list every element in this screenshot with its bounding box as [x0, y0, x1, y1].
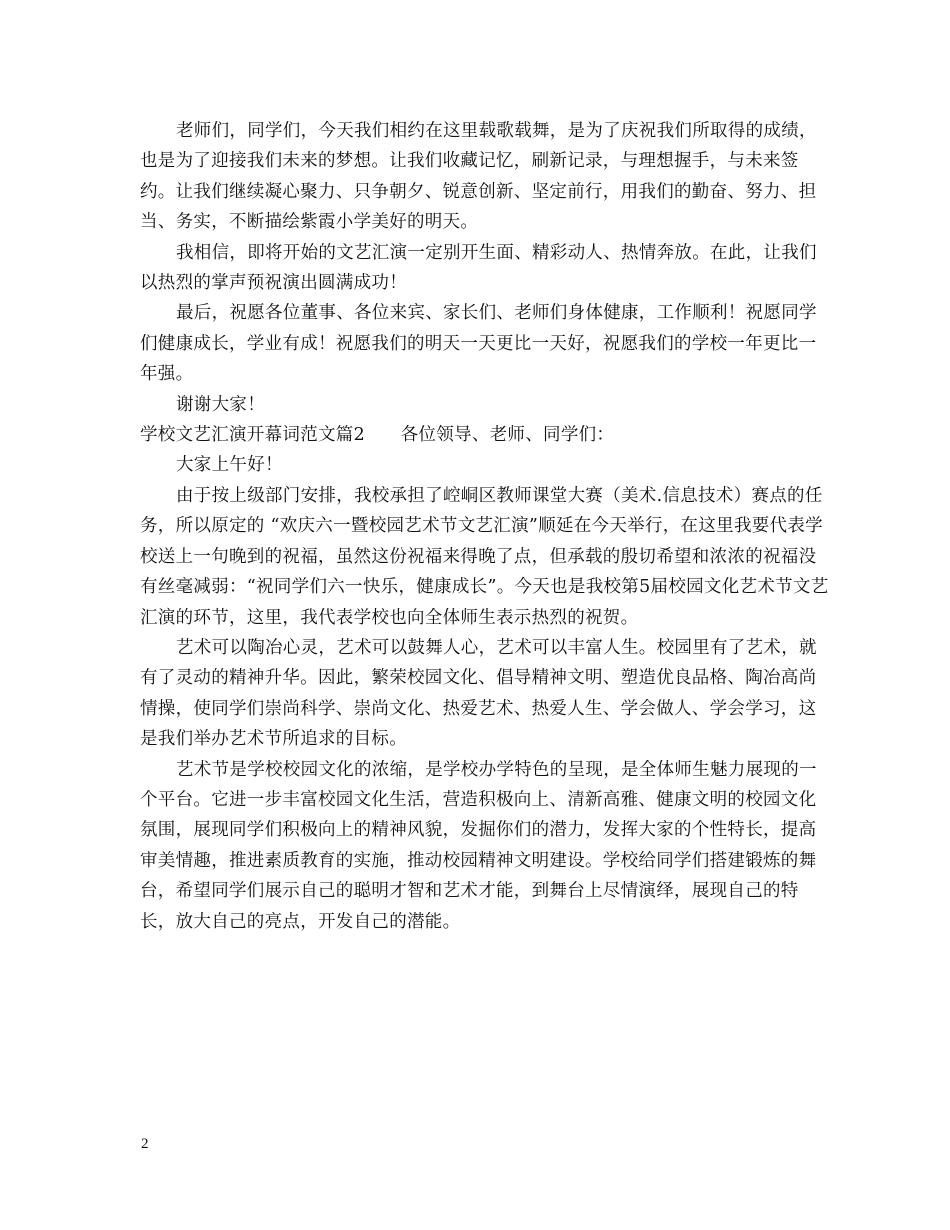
paragraph: 由于按上级部门安排，我校承担了崆峒区教师课堂大赛（美术.信息技术）赛点的任务，所以原定的 “欢庆六一暨校园艺术节文艺汇演”顺延在今天举行，在这里我要代表学校送上一句晚到的祝福，虽然这份祝福来得晚了点，但承载的殷切希望和浓浓的祝福没有丝毫减弱：“祝同学们六一快乐，健康成长”。今天也是我校第5届校园文化艺术节文艺汇演的环节，这里，我代表学校也向全体师生表示热烈的祝贺。	[140, 485, 829, 628]
paragraph: 老师们，同学们，今天我们相约在这里载歌载舞，是为了庆祝我们所取得的成绩，也是为了迎接我们未来的梦想。让我们收藏记忆，刷新记录，与理想握手，与未来签约。让我们继续凝心聚力、只争朝夕、锐意创新、坚定前行，用我们的勤奋、努力、担当、务实，不断描绘紫霞小学美好的明天。	[140, 121, 817, 233]
document-body	[140, 116, 830, 937]
section-heading: 学校文艺汇演开幕词范文篇2 各位领导、老师、同学们：	[140, 425, 615, 446]
page-number: 2	[141, 1136, 149, 1152]
paragraph: 最后，祝愿各位董事、各位来宾、家长们、老师们身体健康，工作顺利！祝愿同学们健康成长，学业有成！祝愿我们的明天一天更比一天好，祝愿我们的学校一年更比一年强。	[140, 303, 817, 385]
paragraph: 大家上午好！	[176, 455, 283, 476]
paragraph: 艺术可以陶冶心灵，艺术可以鼓舞人心，艺术可以丰富人生。校园里有了艺术，就有了灵动的精神升华。因此，繁荣校园文化、倡导精神文明、塑造优良品格、陶冶高尚情操，使同学们崇尚科学、崇尚文化、热爱艺术、热爱人生、学会做人、学会学习，这是我们举办艺术节所追求的目标。	[140, 637, 817, 750]
paragraph: 谢谢大家！	[176, 394, 265, 415]
paragraph: 我相信，即将开始的文艺汇演一定别开生面、精彩动人、热情奔放。在此，让我们以热烈的掌声预祝演出圆满成功！	[140, 242, 817, 294]
paragraph: 艺术节是学校校园文化的浓缩，是学校办学特色的呈现，是全体师生魅力展现的一个平台。它进一步丰富校园文化生活，营造积极向上、清新高雅、健康文明的校园文化氛围，展现同学们积极向上的精神风貌，发掘你们的潜力，发挥大家的个性特长，提高审美情趣，推进素质教育的实施，推动校园精神文明建设。学校给同学们搭建锻炼的舞台，希望同学们展示自己的聪明才智和艺术才能，到舞台上尽情演绎，展现自己的特长，放大自己的亮点，开发自己的潜能。	[140, 759, 817, 932]
